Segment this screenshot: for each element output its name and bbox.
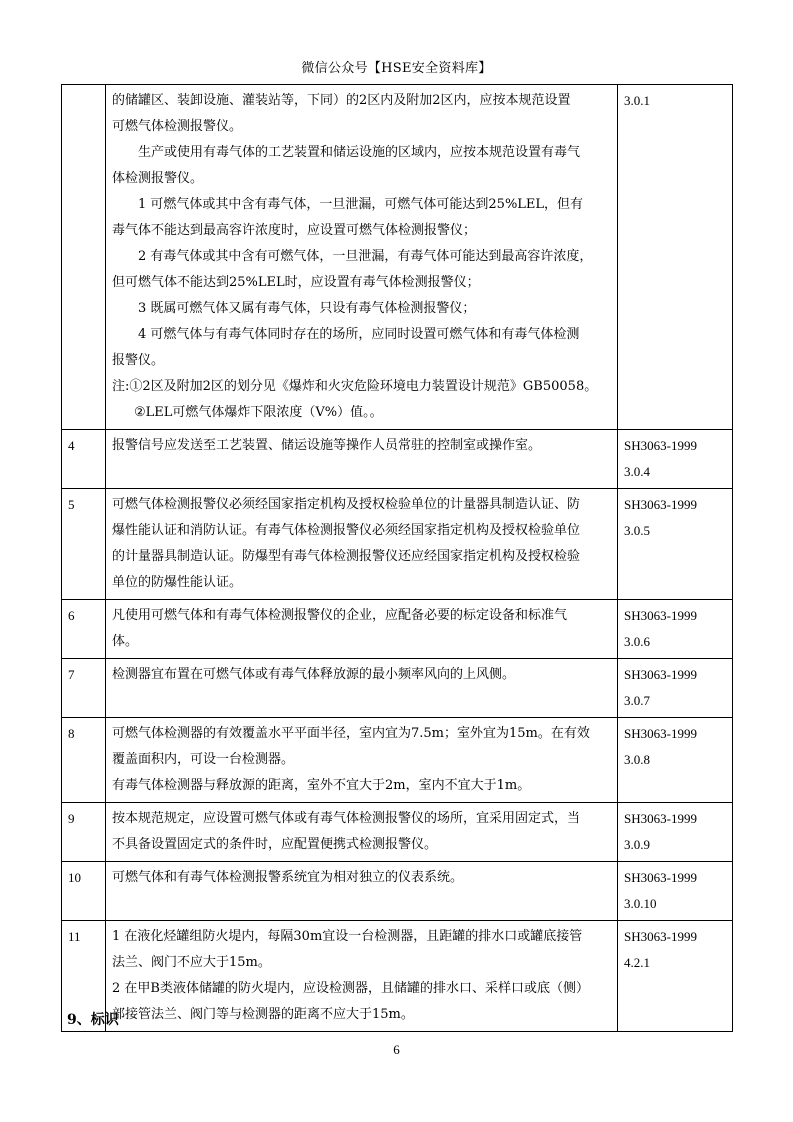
row-reference — [618, 862, 733, 921]
section-title: 9、标识 — [67, 1012, 119, 1028]
reference-line: SH3063-1999 — [624, 667, 697, 682]
reference-line: 3.0.4 — [624, 464, 650, 479]
table-row — [62, 430, 733, 489]
content-line: 按本规范规定，应设置可燃气体或有毒气体检测报警仪的场所，宜采用固定式，当 — [112, 811, 581, 826]
page-header: 微信公众号【HSE安全资料库】 — [301, 61, 492, 76]
row-number: 9 — [62, 803, 106, 862]
reference-line: 3.0.10 — [624, 896, 657, 911]
row-number: 4 — [62, 430, 106, 489]
content-line: 1 可燃气体或其中含有毒气体，一旦泄漏，可燃气体可能达到25%LEL，但有 — [138, 197, 584, 212]
table-row — [62, 600, 733, 659]
reference-line: SH3063-1999 — [624, 438, 697, 453]
content-line: 覆盖面积内，可设一台检测器。 — [112, 752, 295, 767]
table-row — [62, 85, 733, 430]
content-line: 注:①2区及附加2区的划分见《爆炸和火灾危险环境电力装置设计规范》GB50058。 — [112, 379, 598, 394]
table-row — [62, 921, 733, 1032]
reference-line: 3.0.6 — [624, 634, 650, 649]
content-line: 报警信号应发送至工艺装置、储运设施等操作人员常驻的控制室或操作室。 — [112, 438, 542, 453]
content-line: 体。 — [112, 634, 139, 649]
row-number — [62, 85, 106, 430]
row-content — [106, 921, 618, 1032]
content-line: 可燃气体检测报警仪必须经国家指定机构及授权检验单位的计量器具制造认证、防 — [112, 497, 581, 512]
content-line: 2 有毒气体或其中含有可燃气体，一旦泄漏，有毒气体可能达到最高容许浓度， — [138, 249, 593, 264]
row-number: 11 — [62, 921, 106, 1032]
row-content — [106, 430, 618, 489]
row-number: 8 — [62, 718, 106, 803]
content-line: ②LEL可燃气体爆炸下限浓度（V%）值。。 — [134, 405, 383, 420]
content-line: 的计量器具制造认证。防爆型有毒气体检测报警仪还应经国家指定机构及授权检验 — [112, 549, 581, 564]
content-line: 凡使用可燃气体和有毒气体检测报警仪的企业，应配备必要的标定设备和标准气 — [112, 608, 568, 623]
reference-line: SH3063-1999 — [624, 870, 697, 885]
row-content — [106, 600, 618, 659]
content-line: 单位的防爆性能认证。 — [112, 575, 243, 590]
content-line: 不具备设置固定式的条件时，应配置便携式检测报警仪。 — [112, 837, 438, 852]
row-number: 7 — [62, 659, 106, 718]
content-line: 1 在液化烃罐组防火堤内，每隔30m宜设一台检测器，且距罐的排水口或罐底接管 — [112, 929, 583, 944]
content-line: 但可燃气体不能达到25%LEL时，应设置有毒气体检测报警仪； — [112, 275, 480, 290]
row-reference — [618, 803, 733, 862]
table-row — [62, 659, 733, 718]
content-line: 法兰、阀门不应大于15m。 — [112, 955, 271, 970]
page-number: 6 — [393, 1042, 400, 1057]
reference-line: 3.0.5 — [624, 523, 650, 538]
row-content — [106, 659, 618, 718]
reference-line: SH3063-1999 — [624, 929, 697, 944]
content-line: 部接管法兰、阀门等与检测器的距离不应大于15m。 — [112, 1007, 414, 1022]
table-row — [62, 718, 733, 803]
reference-line: 4.2.1 — [624, 955, 650, 970]
content-line: 毒气体不能达到最高容许浓度时，应设置可燃气体检测报警仪； — [112, 223, 477, 238]
table-row — [62, 803, 733, 862]
content-line: 3 既属可燃气体又属有毒气体，只设有毒气体检测报警仪； — [138, 301, 476, 316]
content-line: 2 在甲B类液体储罐的防火堤内，应设检测器，且储罐的排水口、采样口或底（侧） — [112, 981, 589, 996]
row-reference — [618, 600, 733, 659]
table-row — [62, 489, 733, 600]
reference-line: 3.0.9 — [624, 837, 650, 852]
content-line: 的储罐区、装卸设施、灌装站等，下同）的2区内及附加2区内，应按本规范设置 — [112, 93, 571, 108]
content-line: 生产或使用有毒气体的工艺装置和储运设施的区域内，应按本规范设置有毒气 — [138, 145, 581, 160]
content-line: 检测器宜布置在可燃气体或有毒气体释放源的最小频率风向的上风侧。 — [112, 667, 516, 682]
reference-line: SH3063-1999 — [624, 811, 697, 826]
row-number: 10 — [62, 862, 106, 921]
row-content — [106, 718, 618, 803]
content-line: 爆性能认证和消防认证。有毒气体检测报警仪必须经国家指定机构及授权检验单位 — [112, 523, 581, 538]
row-content — [106, 862, 618, 921]
row-content — [106, 489, 618, 600]
row-number: 6 — [62, 600, 106, 659]
row-reference — [618, 430, 733, 489]
row-reference — [618, 718, 733, 803]
row-reference — [618, 85, 733, 430]
row-content — [106, 85, 618, 430]
row-reference — [618, 489, 733, 600]
reference-line: SH3063-1999 — [624, 726, 697, 741]
reference-line: 3.0.7 — [624, 693, 650, 708]
reference-line: SH3063-1999 — [624, 608, 697, 623]
content-line: 有毒气体检测器与释放源的距离，室外不宜大于2m，室内不宜大于1m。 — [112, 778, 531, 793]
row-number: 5 — [62, 489, 106, 600]
reference-line: 3.0.8 — [624, 752, 650, 767]
row-content — [106, 803, 618, 862]
content-line: 可燃气体和有毒气体检测报警系统宜为相对独立的仪表系统。 — [112, 870, 464, 885]
reference-line: SH3063-1999 — [624, 497, 697, 512]
content-line: 报警仪。 — [112, 353, 165, 368]
row-reference — [618, 659, 733, 718]
table-row — [62, 862, 733, 921]
content-line: 4 可燃气体与有毒气体同时存在的场所，应同时设置可燃气体和有毒气体检测 — [138, 327, 580, 342]
row-reference — [618, 921, 733, 1032]
spec-table — [61, 84, 733, 1032]
content-line: 可燃气体检测报警仪。 — [112, 119, 243, 134]
content-line: 可燃气体检测器的有效覆盖水平平面半径，室内宜为7.5m；室外宜为15m。在有效 — [112, 726, 590, 741]
reference-line: 3.0.1 — [624, 93, 650, 108]
spec-table-body — [62, 85, 733, 1032]
content-line: 体检测报警仪。 — [112, 171, 204, 186]
